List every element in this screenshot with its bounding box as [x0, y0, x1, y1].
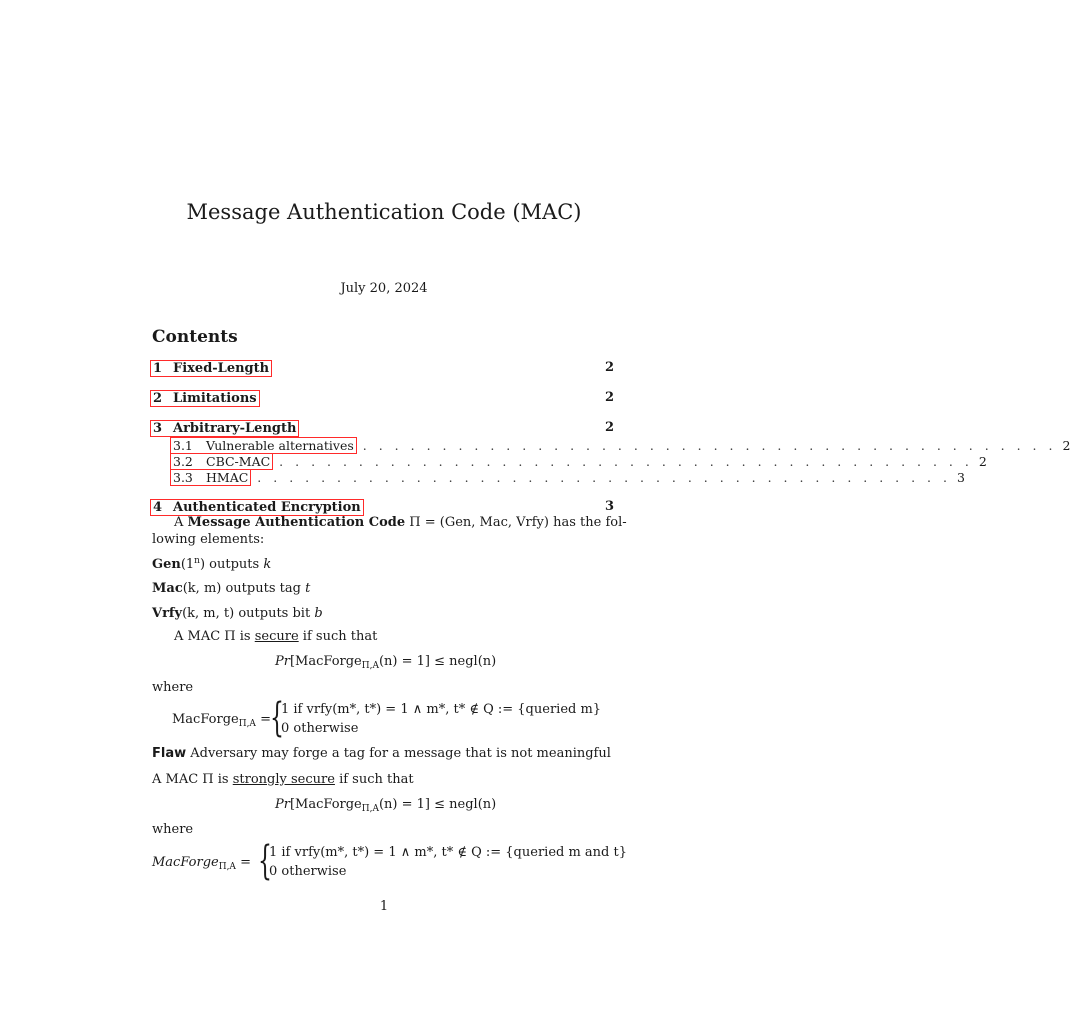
toc-page: 2: [604, 390, 614, 405]
toc-leader-dots: . . . . . . . . . . . . . . . . . . . . . . . . . . . . . . . . . . . . . . . . . . . .: [279, 454, 973, 469]
equation-2: Pr[MacForge$_{\Pi,A}$(n) = 1] ≤ negl(n): [275, 797, 497, 814]
where-label-1: where: [152, 680, 194, 695]
toc-page: 2: [978, 454, 987, 469]
toc-link-box[interactable]: 3.3 HMAC: [170, 469, 251, 486]
def2-case-1: 1 if vrfy(m*, t*) = 1 ∧ m*, t* ∉ Q := {queried m and t}: [269, 845, 627, 860]
def1-case-1: 1 if vrfy(m*, t*) = 1 ∧ m*, t* ∉ Q := {queried m}: [281, 702, 602, 717]
toc-link-box[interactable]: 3.1 Vulnerable alternatives: [170, 437, 357, 454]
equation-1: Pr[MacForge$_{\Pi,A}$(n) = 1] ≤ negl(n): [275, 654, 497, 671]
contents-heading: Contents: [152, 327, 238, 347]
toc-link-box[interactable]: 2 Limitations: [150, 390, 260, 407]
toc-link-box[interactable]: 3 Arbitrary-Length: [150, 420, 299, 437]
toc-page: 3: [956, 470, 965, 485]
gen-definition: Gen(1$^n$) outputs k: [152, 556, 272, 572]
toc-link-box[interactable]: 4 Authenticated Encryption: [150, 499, 364, 516]
intro-paragraph-line1: A Message Authentication Code Π = (Gen, Mac, Vrfy) has the fol-: [174, 515, 627, 530]
def2-case-2: 0 otherwise: [269, 864, 347, 879]
where-label-2: where: [152, 822, 194, 837]
secure-definition: A MAC Π is secure if such that: [174, 629, 378, 644]
intro-paragraph-line2: lowing elements:: [152, 532, 265, 547]
toc-link-box[interactable]: 1 Fixed-Length: [150, 360, 272, 377]
page-number: 1: [379, 899, 389, 914]
document-title: Message Authentication Code (MAC): [186, 200, 582, 224]
toc-leader-dots: . . . . . . . . . . . . . . . . . . . . . . . . . . . . . . . . . . . . . . . . . . . .: [257, 470, 951, 485]
left-brace: {: [270, 695, 284, 741]
def1-case-2: 0 otherwise: [281, 721, 359, 736]
toc-page: 3: [604, 499, 614, 514]
toc-entry-1[interactable]: [150, 360, 614, 377]
toc-entry-3-2[interactable]: [170, 453, 987, 470]
toc-page: 2: [1062, 438, 1070, 453]
toc-entry-3[interactable]: [150, 420, 614, 437]
strongly-secure-definition: A MAC Π is strongly secure if such that: [152, 772, 414, 787]
toc-link-box[interactable]: 3.2 CBC-MAC: [170, 453, 273, 470]
document-date: July 20, 2024: [340, 281, 428, 296]
flaw-paragraph: Flaw Adversary may forge a tag for a message that is not meaningful: [152, 746, 611, 761]
toc-page: 2: [604, 360, 614, 375]
def2-lhs: MacForge$_{\Pi,A}$ =: [152, 855, 251, 872]
toc-entry-3-1[interactable]: [170, 437, 1070, 454]
toc-entry-2[interactable]: [150, 390, 614, 407]
vrfy-definition: Vrfy(k, m, t) outputs bit b: [152, 606, 323, 621]
toc-leader-dots: . . . . . . . . . . . . . . . . . . . . . . . . . . . . . . . . . . . . . . . . . . . .: [362, 438, 1057, 453]
toc-entry-4[interactable]: [150, 499, 614, 516]
toc-entry-3-3[interactable]: [170, 469, 965, 486]
def1-lhs: MacForge$_{\Pi,A}$ =: [172, 712, 271, 729]
mac-definition: Mac(k, m) outputs tag t: [152, 581, 311, 596]
toc-page: 2: [604, 420, 614, 435]
left-brace: {: [258, 838, 272, 884]
